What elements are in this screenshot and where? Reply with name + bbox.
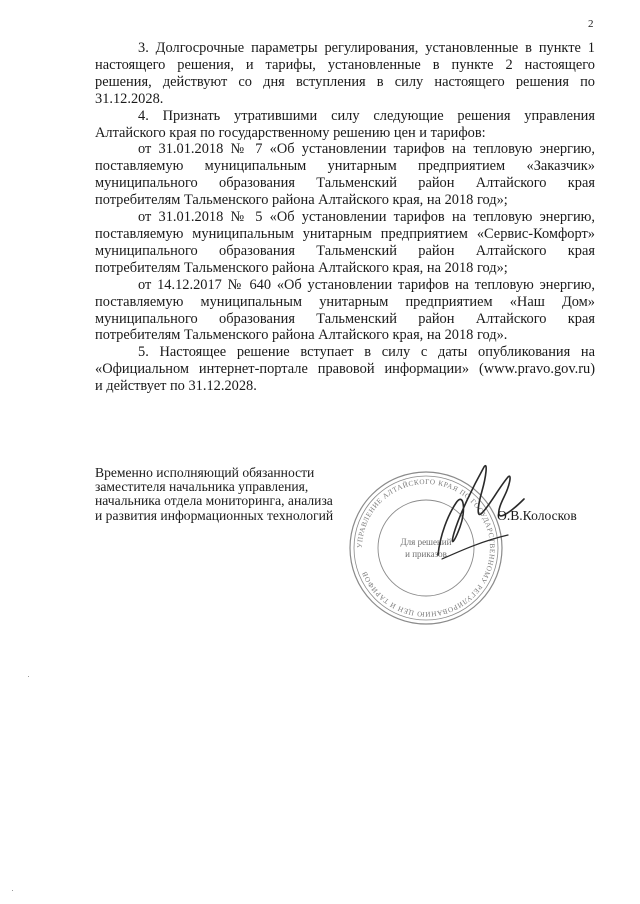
text-line: решения, действуют со дня вступления в силу настоящего решения по [95,73,595,90]
text-line: 4. Признать утратившими силу следующие решения управления [138,107,595,124]
text-line: 31.12.2028. [95,90,164,107]
text-line: «Официальном интернет-портале правовой информации» (www.pravo.gov.ru) [95,361,595,378]
text-line: поставляемую муниципальным унитарным предприятием «Сервис-Комфорт» [95,225,595,242]
paragraph-4-item-1 [95,141,595,209]
stamp-center-text: Для решений [400,537,452,547]
stamp-center-text: и приказов [405,549,447,559]
stamp-ring-text: УПРАВЛЕНИЕ АЛТАЙСКОГО КРАЯ ПО ГОСУДАРСТВЕННОМУ РЕГУЛИРОВАНИЮ ЦЕН И ТАРИФОВ [355,477,497,619]
text-line: от 31.01.2018 № 5 «Об установлении тарифов на тепловую энергию, [138,209,595,226]
text-line: потребителям Тальменского района Алтайского края, на 2018 год»; [95,192,508,209]
signer-name: О.В.Колосков [497,508,577,523]
text-line: 5. Настоящее решение вступает в силу с даты опубликования на [138,344,595,361]
text-line: потребителям Тальменского района Алтайского края, на 2018 год». [95,327,508,344]
text-line: Алтайского края по государственному решению цен и тарифов: [95,124,486,141]
position-line: и развития информационных технологий [95,507,334,523]
scan-speck [28,676,29,677]
text-line: и действует по 31.12.2028. [95,378,257,395]
signatory-position [95,466,333,523]
position-line: Временно исполняющий обязанности [95,465,315,480]
scan-speck [12,890,13,891]
text-line: от 14.12.2017 № 640 «Об установлении тарифов на тепловую энергию, [138,276,595,293]
paragraph-4-item-3 [95,277,595,345]
text-line: поставляемую муниципальным унитарным предприятием «Заказчик» [95,158,595,175]
paragraph-4 [95,108,595,142]
document-body [95,40,595,395]
position-line: начальника отдела мониторинга, анализа [95,493,333,509]
text-line: настоящего решения, и тарифы, установленные в пункте 2 настоящего [95,56,595,73]
paragraph-4-item-2 [95,209,595,277]
paragraph-3 [95,40,595,108]
text-line: муниципального образования Тальменский район Алтайского края [95,242,595,259]
text-line: 3. Долгосрочные параметры регулирования, установленные в пункте 1 [138,40,595,56]
text-line: муниципального образования Тальменский район Алтайского края [95,310,595,327]
paragraph-5 [95,344,595,395]
text-line: потребителям Тальменского района Алтайского края, на 2018 год»; [95,259,508,276]
text-line: от 31.01.2018 № 7 «Об установлении тарифов на тепловую энергию, [138,141,595,158]
position-line: заместителя начальника управления, [95,479,309,495]
text-line: поставляемую муниципальным унитарным предприятием «Наш Дом» [95,293,595,310]
text-line: муниципального образования Тальменский район Алтайского края [95,175,595,192]
page-number: 2 [588,18,594,30]
